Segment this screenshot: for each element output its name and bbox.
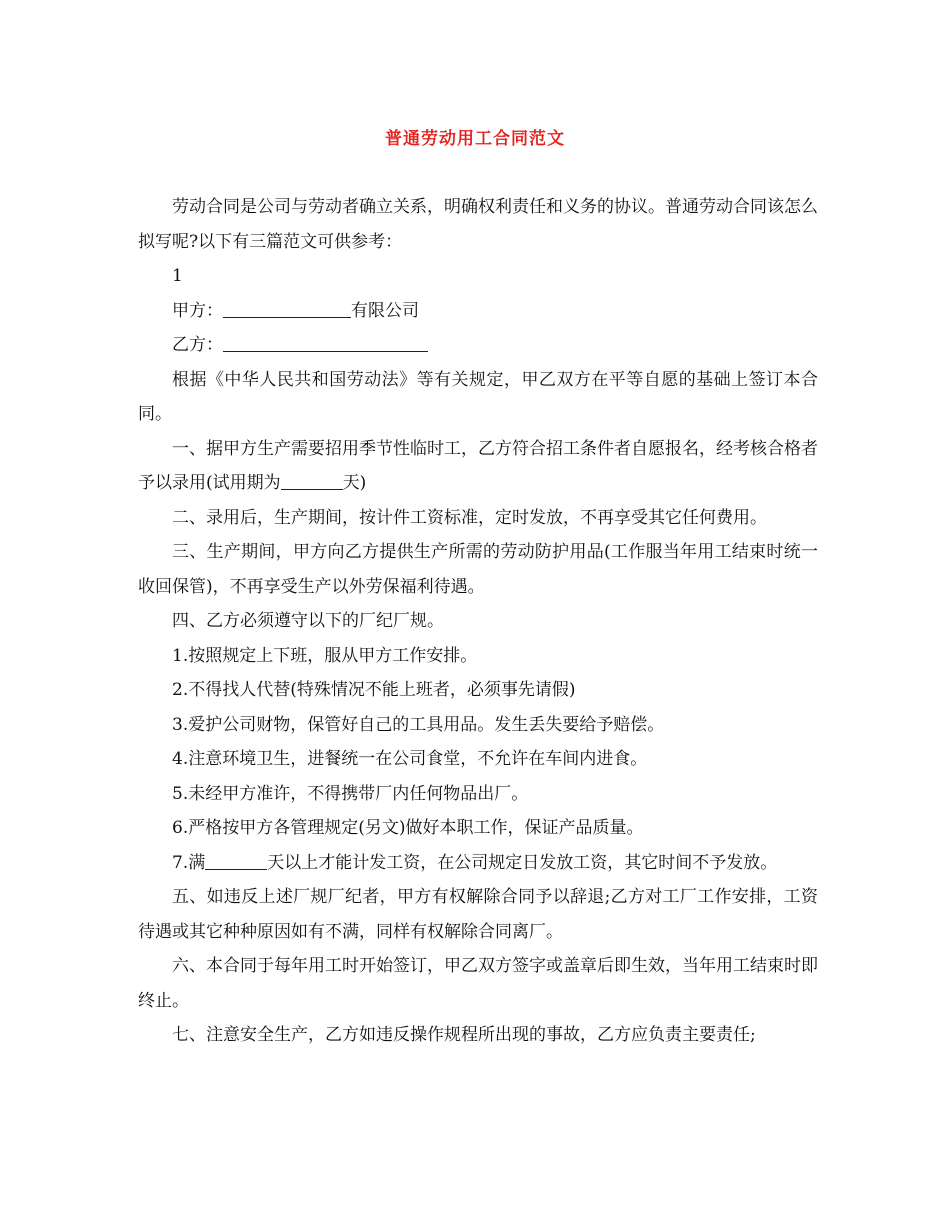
rule-7-text: 天以上才能计发工资，在公司规定日发放工资，其它时间不予发放。 xyxy=(267,852,778,873)
party-a-label: 甲方： xyxy=(172,300,223,321)
document-title: 普通劳动用工合同范文 xyxy=(385,129,565,149)
rule-3: 3.爱护公司财物，保管好自己的工具用品。发生丢失要给予赔偿。 xyxy=(172,714,665,735)
intro-paragraph: 劳动合同是公司与劳动者确立关系，明确权利责任和义务的协议。普通劳动合同该怎么拟写呢?以下有三篇范文可供参考： xyxy=(138,197,818,252)
rule-6: 6.严格按甲方各管理规定(另文)做好本职工作，保证产品质量。 xyxy=(172,818,644,838)
clause-1 xyxy=(138,432,818,501)
party-b-line xyxy=(138,328,818,363)
section-number: 1 xyxy=(172,266,183,286)
party-a-blank xyxy=(223,299,351,318)
wage-days-blank xyxy=(205,851,267,870)
rule-5: 5.未经甲方准许，不得携带厂内任何物品出厂。 xyxy=(172,783,529,804)
rule-4: 4.注意环境卫生，进餐统一在公司食堂，不允许在车间内进食。 xyxy=(172,749,648,769)
rule-2: 2.不得找人代替(特殊情况不能上班者，必须事先请假) xyxy=(172,680,576,700)
party-a-suffix: 有限公司 xyxy=(351,300,419,321)
basis-paragraph: 根据《中华人民共和国劳动法》等有关规定，甲乙双方在平等自愿的基础上签订本合同。 xyxy=(138,369,818,424)
clause-4: 四、乙方必须遵守以下的厂纪厂规。 xyxy=(172,611,444,631)
probation-days-blank xyxy=(281,471,343,490)
rule-7 xyxy=(138,846,818,881)
clause-1-text: 一、据甲方生产需要招用季节性临时工，乙方符合招工条件者自愿报名，经考核合格者予以录用(试用期为 xyxy=(138,438,818,493)
party-b-blank xyxy=(223,333,428,352)
clause-5: 五、如违反上述厂规厂纪者，甲方有权解除合同予以辞退;乙方对工厂工作安排，工资待遇或其它种种原因如有不满，同样有权解除合同离厂。 xyxy=(138,887,818,942)
clause-1-suffix: 天) xyxy=(342,473,367,493)
clause-7: 七、注意安全生产，乙方如违反操作规程所出现的事故，乙方应负责主要责任; xyxy=(172,1025,756,1045)
party-b-label: 乙方： xyxy=(172,335,223,355)
rule-7-prefix: 7.满 xyxy=(172,852,206,873)
document-body xyxy=(138,190,818,1053)
clause-2: 二、录用后，生产期间，按计件工资标准，定时发放，不再享受其它任何费用。 xyxy=(172,507,767,528)
clause-6: 六、本合同于每年用工时开始签订，甲乙双方签字或盖章后即生效，当年用工结束时即终止。 xyxy=(138,956,818,1011)
rule-1: 1.按照规定上下班，服从甲方工作安排。 xyxy=(172,645,478,666)
party-a-line xyxy=(138,294,818,329)
clause-3: 三、生产期间，甲方向乙方提供生产所需的劳动防护用品(工作服当年用工结束时统一收回保管)，不再享受生产以外劳保福利待遇。 xyxy=(138,542,818,597)
